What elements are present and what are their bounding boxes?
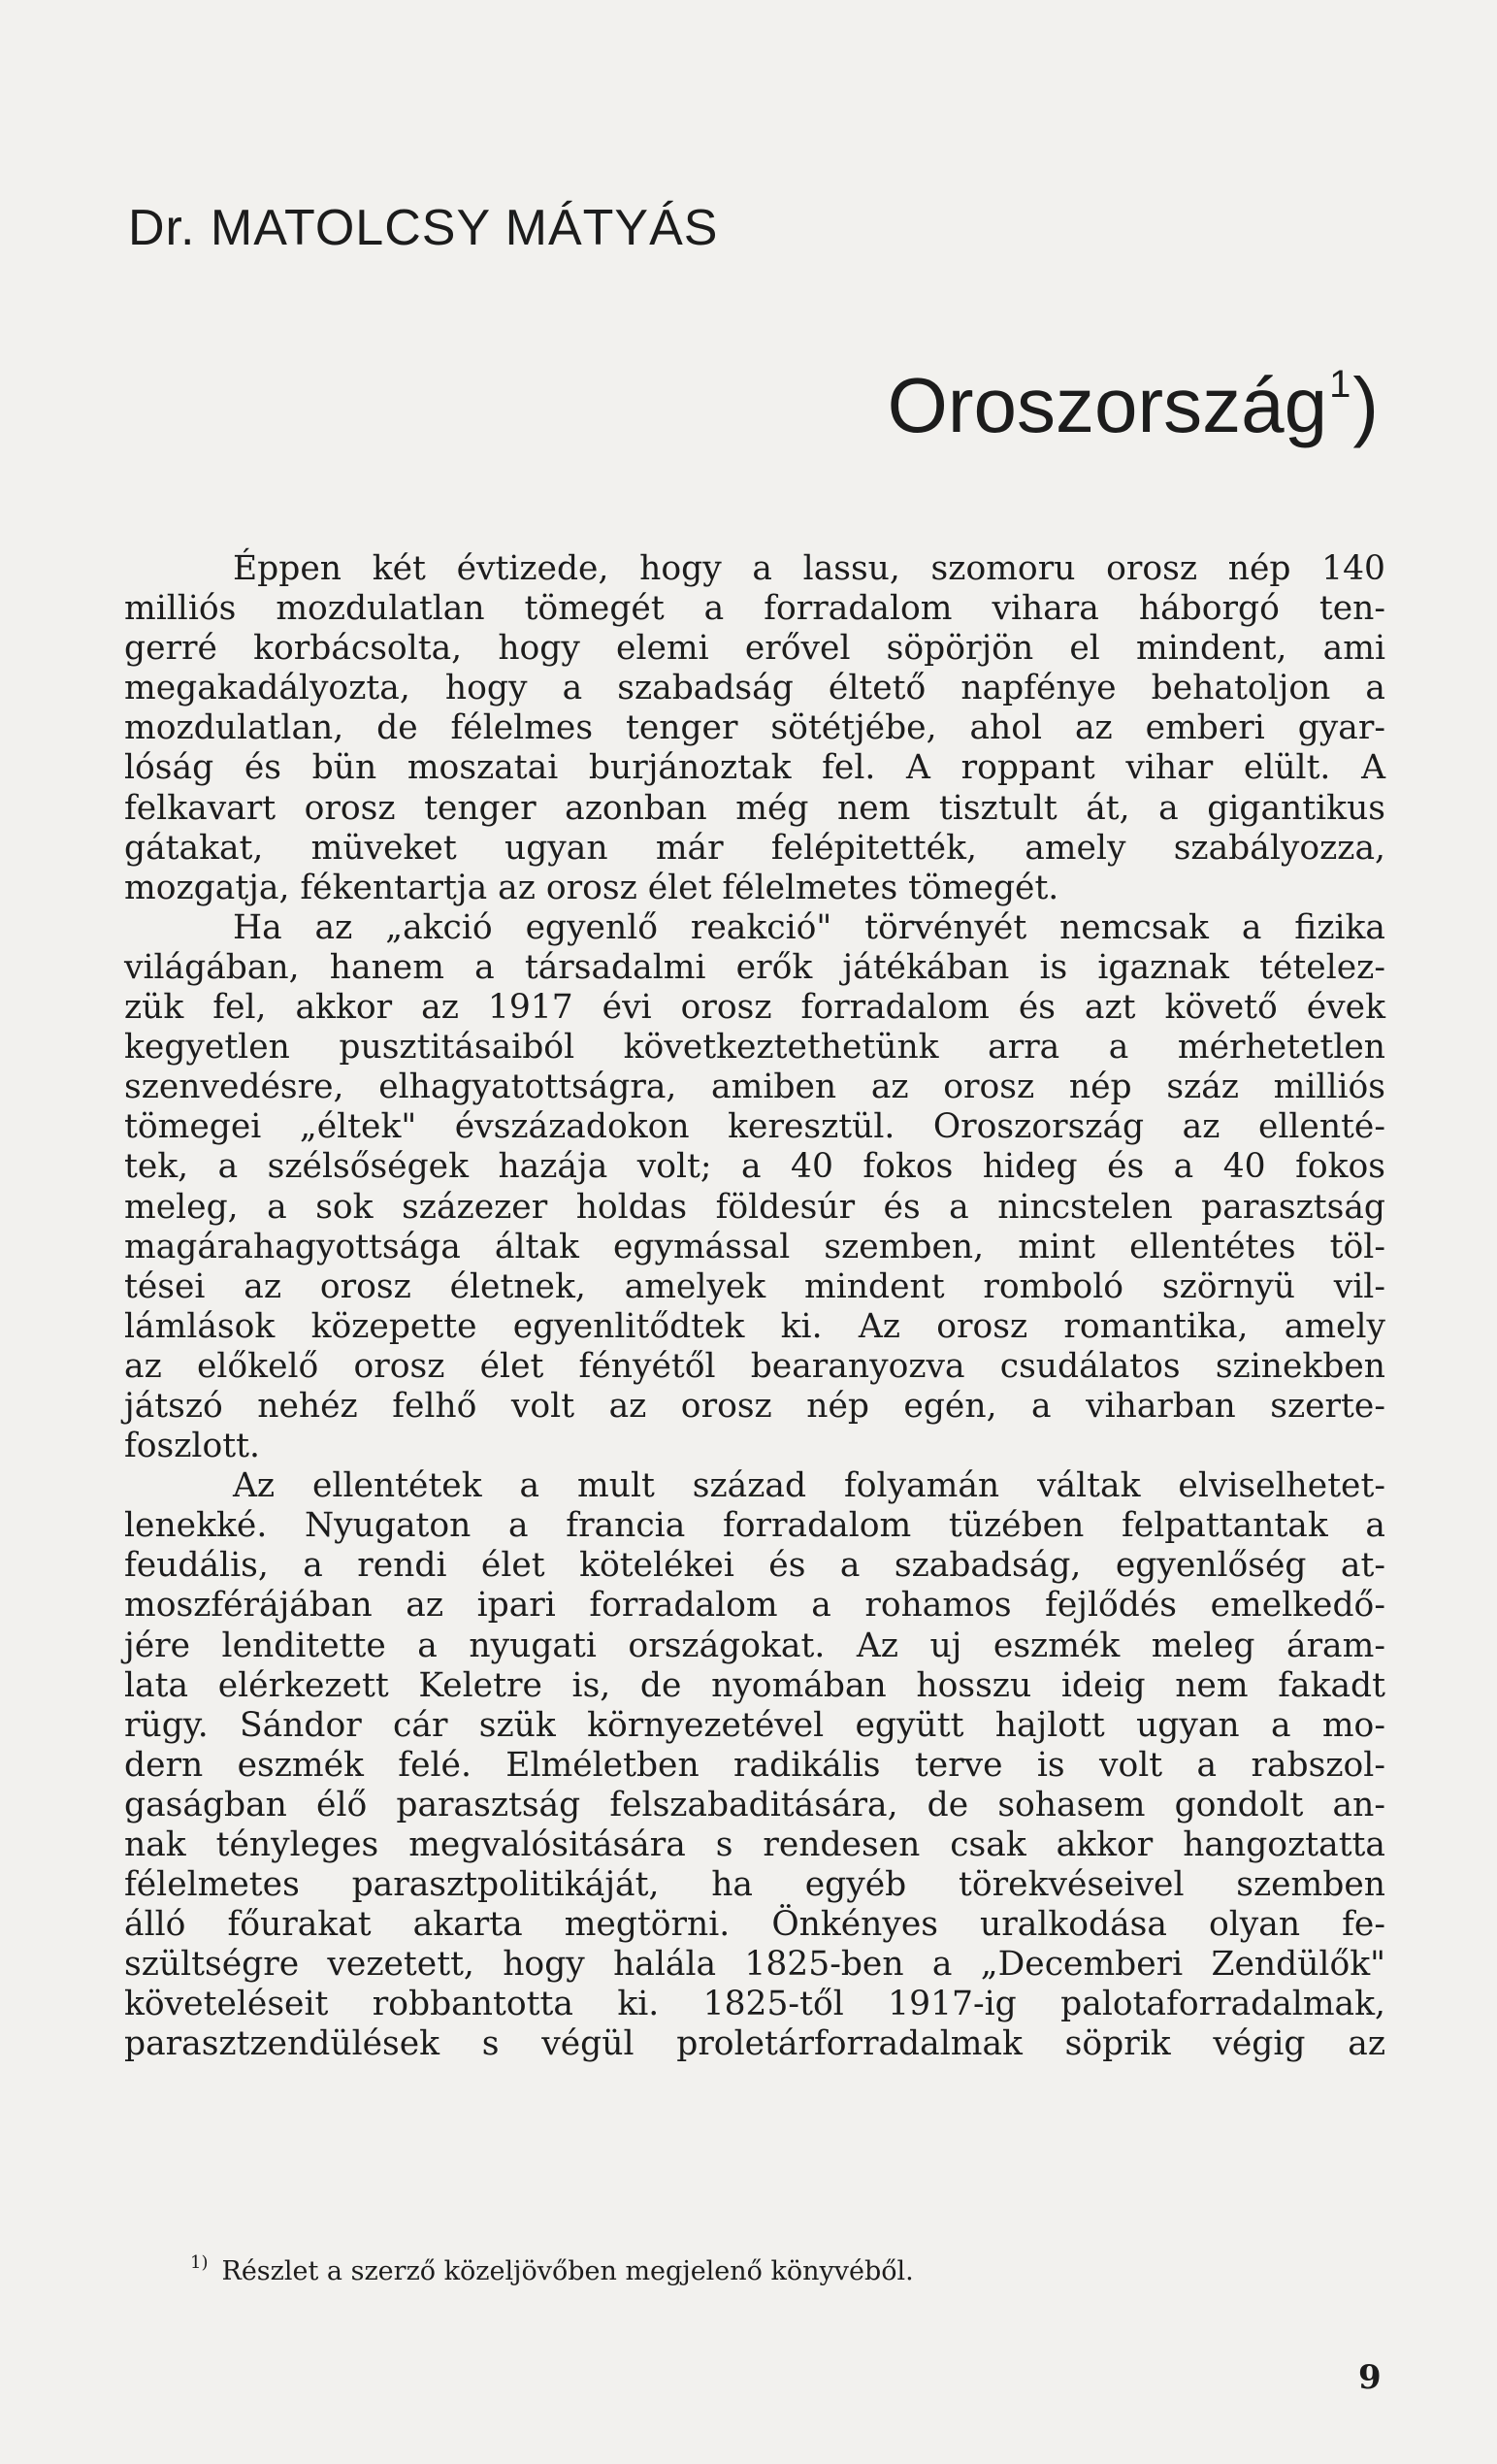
footnote-text: Részlet a szerző közeljövőben megjelenő könyvéből. [221, 2256, 914, 2286]
footnote-mark: 1) [190, 2252, 209, 2273]
text-line: Az ellentétek a mult század folyamán váltak elviselhetet- [233, 1466, 1385, 1506]
paragraph-2 [124, 908, 1385, 1466]
text-line: követeléseit robbantotta ki. 1825-től 1917-ig palotaforradalmak, [124, 1985, 1385, 2024]
text-line: tömegei „éltek" évszázadokon keresztül. Oroszország az ellenté- [124, 1107, 1385, 1147]
text-line: mozdulatlan, de félelmes tenger sötétjébe, ahol az emberi gyar- [124, 708, 1385, 748]
text-line: lata elérkezett Keletre is, de nyomában hosszu ideig nem fakadt [124, 1665, 1385, 1705]
footnote [190, 2252, 914, 2286]
page-number: 9 [1358, 2358, 1382, 2397]
text-line: Ha az „akció egyenlő reakció" törvényét nemcsak a fizika [233, 907, 1385, 947]
text-line: feudális, a rendi élet kötelékei és a szabadság, egyenlőség at- [124, 1546, 1385, 1586]
text-line: kegyetlen pusztitásaiból következtethetünk arra a mérhetetlen [124, 1028, 1385, 1068]
text-line: dern eszmék felé. Elméletben radikális terve is volt a rabszol- [124, 1745, 1385, 1785]
text-line: lámlások közepette egyenlitődtek ki. Az orosz romantika, amely [124, 1306, 1385, 1346]
title-closing: ) [1352, 362, 1379, 448]
text-line: gátakat, müveket ugyan már felépitették, amely szabályozza, [124, 828, 1385, 868]
text-line: felkavart orosz tenger azonban még nem tisztult át, a gigantikus [124, 788, 1385, 828]
text-line: tek, a szélsőségek hazája volt; a 40 fokos hideg és a 40 fokos [124, 1147, 1385, 1187]
text-line: foszlott. [124, 1427, 260, 1466]
text-line: játszó nehéz felhő volt az orosz nép egén, a viharban szerte- [124, 1386, 1385, 1426]
text-line: az előkelő orosz élet fényétől bearanyozva csudálatos szinekben [124, 1346, 1385, 1386]
text-line: Éppen két évtizede, hogy a lassu, szomoru orosz nép 140 [233, 549, 1385, 588]
author-name: Dr. MATOLCSY MÁTYÁS [128, 200, 719, 256]
title-footnote-mark: 1 [1329, 363, 1351, 406]
text-line: moszférájában az ipari forradalom a rohamos fejlődés emelkedő- [124, 1586, 1385, 1626]
text-line: félelmetes parasztpolitikáját, ha egyéb törekvéseivel szemben [124, 1865, 1385, 1905]
paragraph-1 [124, 549, 1385, 908]
text-line: milliós mozdulatlan tömegét a forradalom vihara háborgó ten- [124, 589, 1385, 629]
text-line: mozgatja, fékentartja az orosz élet félelmetes tömegét. [124, 868, 1059, 907]
text-line: rügy. Sándor cár szük környezetével együtt hajlott ugyan a mo- [124, 1705, 1385, 1745]
text-line: világában, hanem a társadalmi erők játékában is igaznak tételez- [124, 947, 1385, 987]
text-line: lóság és bün moszatai burjánoztak fel. A roppant vihar elült. A [124, 748, 1385, 788]
article-body [124, 549, 1385, 2065]
text-line: lenekké. Nyugaton a francia forradalom tüzében felpattantak a [124, 1506, 1385, 1546]
text-line: szenvedésre, elhagyatottságra, amiben az orosz nép száz milliós [124, 1068, 1385, 1107]
text-line: gerré korbácsolta, hogy elemi erővel söpörjön el mindent, ami [124, 629, 1385, 669]
text-line: gaságban élő parasztság felszabaditására, de sohasem gondolt an- [124, 1785, 1385, 1824]
article-title [888, 361, 1379, 450]
text-line: meleg, a sok százezer holdas földesúr és a nincstelen parasztság [124, 1187, 1385, 1227]
text-line: zük fel, akkor az 1917 évi orosz forradalom és azt követő évek [124, 988, 1385, 1028]
text-line: tései az orosz életnek, amelyek mindent romboló szörnyü vil- [124, 1266, 1385, 1306]
text-line: magárahagyottsága áltak egymással szemben, mint ellentétes töl- [124, 1227, 1385, 1266]
title-text: Oroszország [887, 362, 1328, 448]
text-line: álló főurakat akarta megtörni. Önkényes uralkodása olyan fe- [124, 1905, 1385, 1945]
text-line: nak tényleges megvalósitására s rendesen csak akkor hangoztatta [124, 1825, 1385, 1864]
paragraph-3 [124, 1466, 1385, 2064]
text-line: jére lenditette a nyugati országokat. Az uj eszmék meleg áram- [124, 1626, 1385, 1665]
text-line: szültségre vezetett, hogy halála 1825-ben a „Decemberi Zendülők" [124, 1945, 1385, 1985]
text-line: megakadályozta, hogy a szabadság éltető napfénye behatoljon a [124, 669, 1385, 708]
text-line: parasztzendülések s végül proletárforradalmak söprik végig az [124, 2024, 1385, 2064]
